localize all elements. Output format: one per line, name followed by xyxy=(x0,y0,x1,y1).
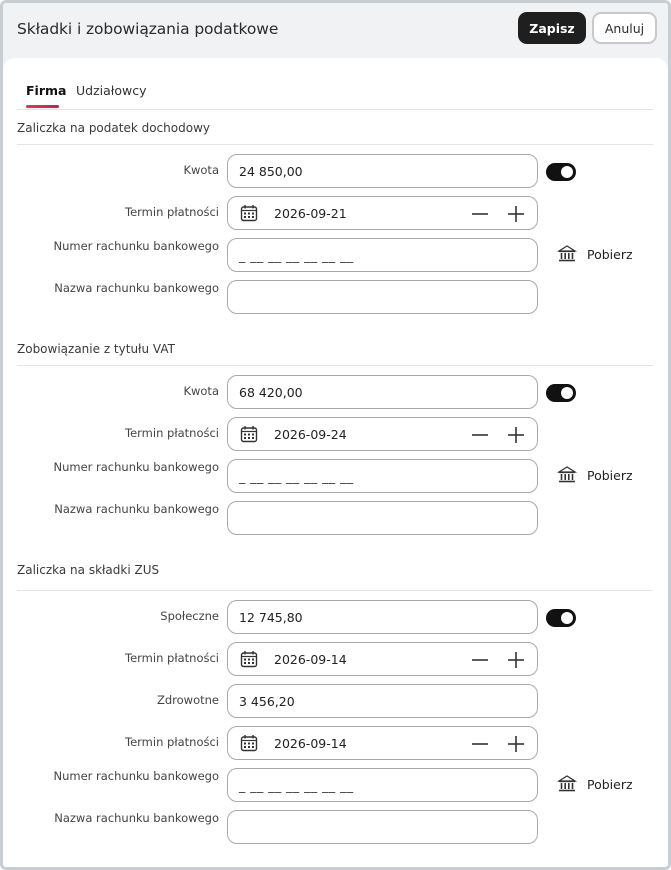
section-divider xyxy=(17,144,653,145)
active-tab-indicator xyxy=(26,105,59,108)
save-button[interactable]: Zapisz xyxy=(518,12,586,44)
amount-value: 24 850,00 xyxy=(239,163,303,179)
fetch-label: Pobierz xyxy=(587,246,633,262)
social-due-date-label: Termin płatności xyxy=(125,651,219,665)
due-date-label: Termin płatności xyxy=(125,426,219,440)
section-title-income-tax: Zaliczka na podatek dochodowy xyxy=(17,121,210,135)
health-due-date-label: Termin płatności xyxy=(125,735,219,749)
dialog-header xyxy=(3,3,668,59)
plus-icon[interactable] xyxy=(507,205,525,223)
due-date-input[interactable] xyxy=(227,196,538,230)
social-input[interactable] xyxy=(227,600,538,634)
calendar-icon[interactable] xyxy=(240,734,258,752)
section-title-vat: Zobowiązanie z tytułu VAT xyxy=(17,342,175,356)
account-name-label: Nazwa rachunku bankowego xyxy=(54,811,219,825)
tab-bar xyxy=(17,58,653,110)
toggle-knob xyxy=(561,166,573,178)
minus-icon[interactable] xyxy=(471,651,489,669)
toggle-knob xyxy=(561,612,573,624)
account-name-input[interactable] xyxy=(227,810,538,844)
fetch-label: Pobierz xyxy=(587,776,633,792)
account-number-mask: _ __ __ __ __ __ __ xyxy=(239,777,354,793)
fetch-account-button[interactable] xyxy=(557,244,633,264)
amount-input[interactable] xyxy=(227,154,538,188)
due-date-value: 2026-09-24 xyxy=(274,427,347,442)
health-value: 3 456,20 xyxy=(239,693,295,709)
minus-icon[interactable] xyxy=(471,426,489,444)
account-number-label: Numer rachunku bankowego xyxy=(53,769,219,783)
amount-label: Kwota xyxy=(183,384,219,398)
health-input[interactable] xyxy=(227,684,538,718)
social-due-date-input[interactable] xyxy=(227,642,538,676)
bank-icon xyxy=(557,774,577,794)
account-number-input[interactable] xyxy=(227,238,538,272)
account-name-input[interactable] xyxy=(227,280,538,314)
amount-value: 68 420,00 xyxy=(239,384,303,400)
cancel-button[interactable]: Anuluj xyxy=(592,12,657,44)
section-divider xyxy=(17,365,653,366)
due-date-value: 2026-09-14 xyxy=(274,652,347,667)
calendar-icon[interactable] xyxy=(240,425,258,443)
calendar-icon[interactable] xyxy=(240,204,258,222)
dialog-content xyxy=(3,58,668,870)
social-value: 12 745,80 xyxy=(239,609,303,625)
dialog-title: Składki i zobowiązania podatkowe xyxy=(17,20,279,38)
section-divider xyxy=(17,590,653,591)
bank-icon xyxy=(557,465,577,485)
plus-icon[interactable] xyxy=(507,426,525,444)
account-name-input[interactable] xyxy=(227,501,538,535)
account-number-mask: _ __ __ __ __ __ __ xyxy=(239,247,354,263)
account-number-input[interactable] xyxy=(227,459,538,493)
amount-toggle[interactable] xyxy=(546,384,576,402)
plus-icon[interactable] xyxy=(507,735,525,753)
minus-icon[interactable] xyxy=(471,205,489,223)
due-date-input[interactable] xyxy=(227,417,538,451)
fetch-account-button[interactable] xyxy=(557,774,633,794)
account-number-mask: _ __ __ __ __ __ __ xyxy=(239,468,354,484)
due-date-value: 2026-09-14 xyxy=(274,736,347,751)
social-label: Społeczne xyxy=(160,609,219,623)
account-number-label: Numer rachunku bankowego xyxy=(53,460,219,474)
tab-firma[interactable]: Firma xyxy=(26,83,67,98)
amount-toggle[interactable] xyxy=(546,163,576,181)
due-date-value: 2026-09-21 xyxy=(274,206,347,221)
amount-input[interactable] xyxy=(227,375,538,409)
minus-icon[interactable] xyxy=(471,735,489,753)
toggle-knob xyxy=(561,387,573,399)
section-title-zus: Zaliczka na składki ZUS xyxy=(17,563,160,577)
account-name-label: Nazwa rachunku bankowego xyxy=(54,502,219,516)
health-label: Zdrowotne xyxy=(156,693,219,707)
account-number-input[interactable] xyxy=(227,768,538,802)
health-due-date-input[interactable] xyxy=(227,726,538,760)
fetch-label: Pobierz xyxy=(587,467,633,483)
fetch-account-button[interactable] xyxy=(557,465,633,485)
tab-udzialowcy[interactable]: Udziałowcy xyxy=(76,83,147,98)
account-name-label: Nazwa rachunku bankowego xyxy=(54,281,219,295)
account-number-label: Numer rachunku bankowego xyxy=(53,239,219,253)
amount-label: Kwota xyxy=(183,163,219,177)
calendar-icon[interactable] xyxy=(240,650,258,668)
bank-icon xyxy=(557,244,577,264)
plus-icon[interactable] xyxy=(507,651,525,669)
social-toggle[interactable] xyxy=(546,609,576,627)
due-date-label: Termin płatności xyxy=(125,205,219,219)
